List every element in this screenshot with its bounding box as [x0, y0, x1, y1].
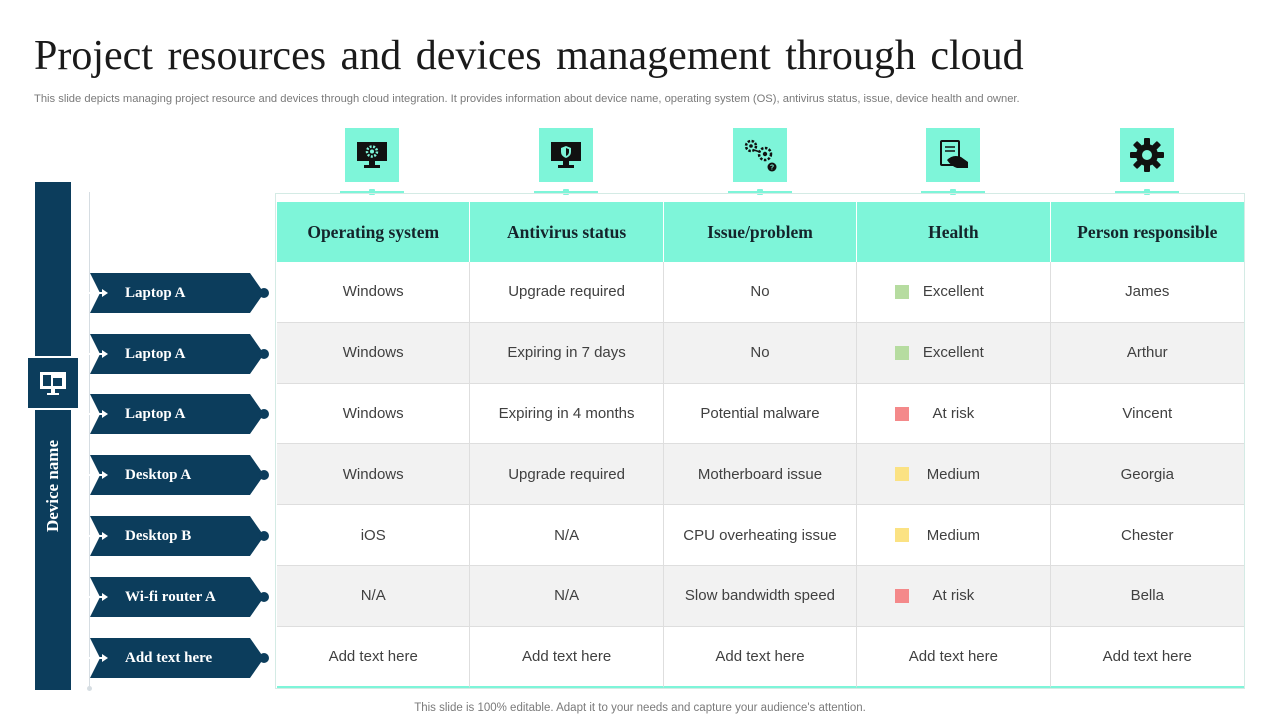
- device-item: [86, 577, 272, 617]
- cell-person: Chester: [1051, 505, 1244, 566]
- footer-note: This slide is 100% editable. Adapt it to your needs and capture your audience's attention.: [414, 702, 866, 714]
- column-header-os: Operating system: [277, 202, 470, 262]
- cell-antivirus: Expiring in 7 days: [470, 323, 663, 384]
- cell-antivirus: Add text here: [470, 627, 663, 688]
- cell-health: [857, 384, 1050, 445]
- cell-person: Bella: [1051, 566, 1244, 627]
- cell-health: Add text here: [857, 627, 1050, 688]
- page-title: Project resources and devices management through cloud: [34, 33, 1024, 79]
- device-item: [86, 394, 272, 434]
- cell-person: Add text here: [1051, 627, 1244, 688]
- column-header-health: Health: [857, 202, 1050, 262]
- cell-os: Windows: [277, 323, 470, 384]
- connector-line-end: [87, 686, 92, 691]
- cell-person: James: [1051, 262, 1244, 323]
- column-header-antivirus: Antivirus status: [470, 202, 663, 262]
- cell-os: N/A: [277, 566, 470, 627]
- cell-issue: CPU overheating issue: [664, 505, 857, 566]
- health-indicator: [895, 528, 909, 542]
- health-indicator: [895, 285, 909, 299]
- cell-issue: Potential malware: [664, 384, 857, 445]
- device-label: Add text here: [125, 650, 213, 666]
- health-indicator: [895, 407, 909, 421]
- health-label: Medium: [926, 465, 981, 483]
- device-label: Laptop A: [125, 346, 186, 362]
- monitor-gear-icon: [345, 128, 399, 182]
- device-item: [86, 334, 272, 374]
- cell-person: Arthur: [1051, 323, 1244, 384]
- device-label: Laptop A: [125, 406, 186, 422]
- cell-health: [857, 566, 1050, 627]
- cell-health: [857, 505, 1050, 566]
- health-indicator: [895, 589, 909, 603]
- table-row: [277, 384, 1244, 445]
- cell-antivirus: Expiring in 4 months: [470, 384, 663, 445]
- cell-antivirus: N/A: [470, 566, 663, 627]
- device-label: Desktop B: [125, 528, 192, 544]
- health-label: At risk: [932, 587, 975, 605]
- cell-health: [857, 444, 1050, 505]
- gears-question-icon: [733, 128, 787, 182]
- table-header: [277, 202, 1244, 262]
- monitor-icon: [26, 356, 80, 410]
- cell-health: [857, 262, 1050, 323]
- table-row: [277, 262, 1244, 323]
- cell-os: Add text here: [277, 627, 470, 688]
- cell-issue: No: [664, 262, 857, 323]
- table-row: [277, 627, 1244, 688]
- device-name-bar: [35, 182, 71, 690]
- device-item: [86, 516, 272, 556]
- device-item: [86, 638, 272, 678]
- device-item: [86, 455, 272, 495]
- table-row: [277, 444, 1244, 505]
- table-row: [277, 566, 1244, 627]
- cell-person: Vincent: [1051, 384, 1244, 445]
- cell-issue: Add text here: [664, 627, 857, 688]
- health-label: At risk: [932, 404, 975, 422]
- cell-os: Windows: [277, 384, 470, 445]
- cell-antivirus: Upgrade required: [470, 444, 663, 505]
- page-subtitle: This slide depicts managing project resource and devices through cloud integration. It provides information about device name, operating system (OS), antivirus status, issue, device health and owner.: [34, 93, 1020, 105]
- health-label: Excellent: [922, 344, 984, 362]
- cell-issue: No: [664, 323, 857, 384]
- health-label: Excellent: [922, 283, 984, 301]
- cell-health: [857, 323, 1050, 384]
- cell-person: Georgia: [1051, 444, 1244, 505]
- health-indicator: [895, 467, 909, 481]
- gear-icon: [1120, 128, 1174, 182]
- table-row: [277, 323, 1244, 384]
- svg-text:?: ?: [769, 164, 775, 172]
- cell-issue: Slow bandwidth speed: [664, 566, 857, 627]
- cell-os: Windows: [277, 262, 470, 323]
- column-header-issue: Issue/problem: [664, 202, 857, 262]
- monitor-shield-icon: [539, 128, 593, 182]
- hand-document-icon: [926, 128, 980, 182]
- health-indicator: [895, 346, 909, 360]
- device-label: Desktop A: [125, 467, 192, 483]
- cell-os: Windows: [277, 444, 470, 505]
- cell-os: iOS: [277, 505, 470, 566]
- cell-antivirus: N/A: [470, 505, 663, 566]
- cell-antivirus: Upgrade required: [470, 262, 663, 323]
- table-row: [277, 505, 1244, 566]
- device-label: Laptop A: [125, 285, 186, 301]
- device-item: [86, 273, 272, 313]
- table-body: [277, 262, 1244, 688]
- device-name-label: Device name: [43, 439, 62, 533]
- health-label: Medium: [926, 526, 981, 544]
- device-label: Wi-fi router A: [125, 589, 216, 605]
- column-header-person: Person responsible: [1077, 222, 1218, 242]
- cell-issue: Motherboard issue: [664, 444, 857, 505]
